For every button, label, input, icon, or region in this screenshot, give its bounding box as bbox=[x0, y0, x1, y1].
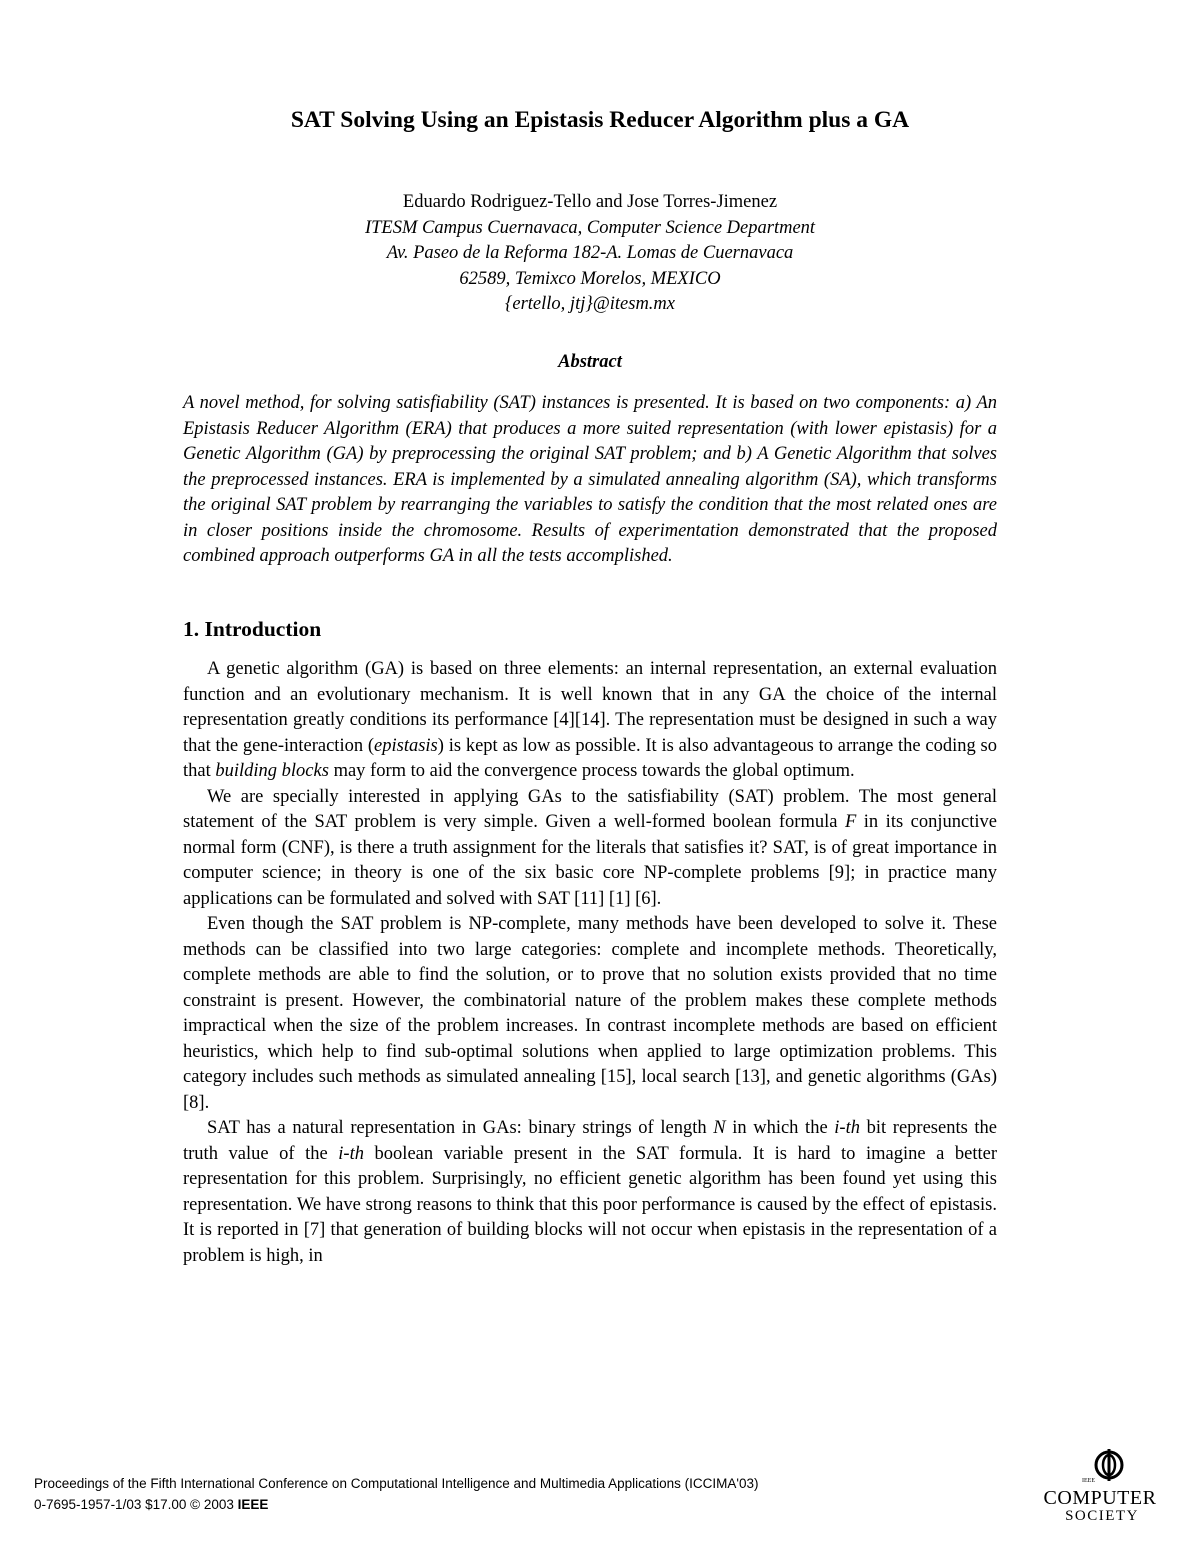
footer-copyright bbox=[34, 1494, 758, 1515]
section-heading-introduction: 1. Introduction bbox=[183, 617, 322, 641]
paragraph-4-text-b: in which the bbox=[725, 1118, 835, 1138]
paragraph-4-text-d: boolean variable present in the SAT formula. It is hard to imagine a better representation for this problem. Surprisingly, no efficient genetic algorithm has been found yet using this representation. We have strong reasons to think that this poor performance is caused by the effect of epistasis. It is reported in [7] that generation of building blocks will not occur when epistasis in the representation of a problem is high, in bbox=[183, 1143, 998, 1266]
logo-ieee-text: IEEE bbox=[1082, 1478, 1095, 1484]
paragraph-1-text-a: A genetic algorithm (GA) is based on three elements: an internal representation, an external evaluation function and an evolutionary mechanism. It is well known that in any GA the choice of the internal representation greatly conditions its performance [4][14]. The representation must be designed in such a way that the gene-interaction ( bbox=[183, 659, 997, 756]
symbol-n: N bbox=[713, 1118, 726, 1138]
paragraph-4-text-c: bit represents the truth value of the bbox=[183, 1118, 998, 1164]
abstract-heading: Abstract bbox=[558, 352, 622, 372]
computer-society-logo bbox=[1030, 1448, 1170, 1546]
logo-word-society: SOCIETY bbox=[1065, 1508, 1139, 1524]
paragraph-4-text-a: SAT has a natural representation in GAs: binary strings of length bbox=[207, 1118, 714, 1138]
footer-proceedings: Proceedings of the Fifth International Conference on Computational Intelligence and Multimedia Applications (ICCIMA'03) bbox=[34, 1476, 759, 1491]
footer-ieee: IEEE bbox=[237, 1497, 269, 1512]
paragraph-1-text-b: ) is kept as low as possible. It is also advantageous to arrange the coding so that bbox=[183, 735, 997, 781]
author-address-line-2: 62589, Temixco Morelos, MEXICO bbox=[459, 268, 721, 289]
author-affiliation: ITESM Campus Cuernavaca, Computer Science Department bbox=[364, 217, 816, 238]
footer-isbn: 0-7695-1957-1/03 $17.00 © 2003 bbox=[34, 1497, 238, 1512]
logo-word-computer: COMPUTER bbox=[1043, 1487, 1157, 1509]
term-epistasis: epistasis bbox=[374, 735, 438, 756]
term-building-blocks: building blocks bbox=[215, 761, 329, 781]
term-i-th-1: i-th bbox=[834, 1118, 860, 1138]
page-footer bbox=[34, 1473, 758, 1515]
paragraph-2 bbox=[183, 785, 997, 913]
paragraph-2-text-b: in its conjunctive normal form (CNF), is there a truth assignment for the literals that satisfies it? SAT, is of great importance in computer science; in theory is one of the six basic core NP-complete problems [9]; in practice many applications can be formulated and solved with SAT [11] [1] [6]. bbox=[183, 812, 997, 909]
abstract-text: A novel method, for solving satisfiability (SAT) instances is presented. It is based on two components: a) An Epistasis Reducer Algorithm (ERA) that produces a more suited representation (with lower epistasis) for a Genetic Algorithm (GA) by preprocessing the original SAT problem; and b) A Genetic Algorithm that solves the preprocessed instances. ERA is implemented by a simulated annealing algorithm (SA), which transforms the original SAT problem by rearranging the variables to satisfy the condition that the most related ones are in closer positions inside the chromosome. Results of experimentation demonstrated that the proposed combined approach outperforms GA in all the tests accomplished. bbox=[183, 393, 997, 566]
term-i-th-2: i-th bbox=[338, 1143, 364, 1164]
introduction-body bbox=[183, 657, 997, 1269]
paragraph-3: Even though the SAT problem is NP-complete, many methods have been developed to solve it. These methods can be classified into two large categories: complete and incomplete methods. Theoretically, complete methods are able to find the solution, or to prove that no solution exists provided that no time constraint is present. However, the combinatorial nature of the problem makes these complete methods impractical when the size of the problem increases. In contrast incomplete methods are based on efficient heuristics, which help to find sub-optimal solutions when applied to large optimization problems. This category includes such methods as simulated annealing [15], local search [13], and genetic algorithms (GAs) [8]. bbox=[183, 914, 997, 1113]
paragraph-1 bbox=[183, 657, 997, 785]
ieee-emblem-icon bbox=[1096, 1449, 1122, 1481]
author-address-line-1: Av. Paseo de la Reforma 182-A. Lomas de Cuernavaca bbox=[386, 243, 794, 263]
author-email: {ertello, jtj}@itesm.mx bbox=[504, 294, 676, 314]
paragraph-4 bbox=[183, 1116, 997, 1269]
author-block bbox=[0, 190, 1180, 318]
author-names: Eduardo Rodriguez-Tello and Jose Torres-Jimenez bbox=[402, 192, 778, 212]
paper-title: SAT Solving Using an Epistasis Reducer Algorithm plus a GA bbox=[290, 107, 910, 133]
paragraph-2-text-a: We are specially interested in applying GAs to the satisfiability (SAT) problem. The most general statement of the SAT problem is very simple. Given a well-formed boolean formula bbox=[183, 786, 997, 832]
paragraph-1-text-c: may form to aid the convergence process towards the global optimum. bbox=[328, 761, 855, 781]
formula-symbol-f: F bbox=[844, 812, 857, 832]
